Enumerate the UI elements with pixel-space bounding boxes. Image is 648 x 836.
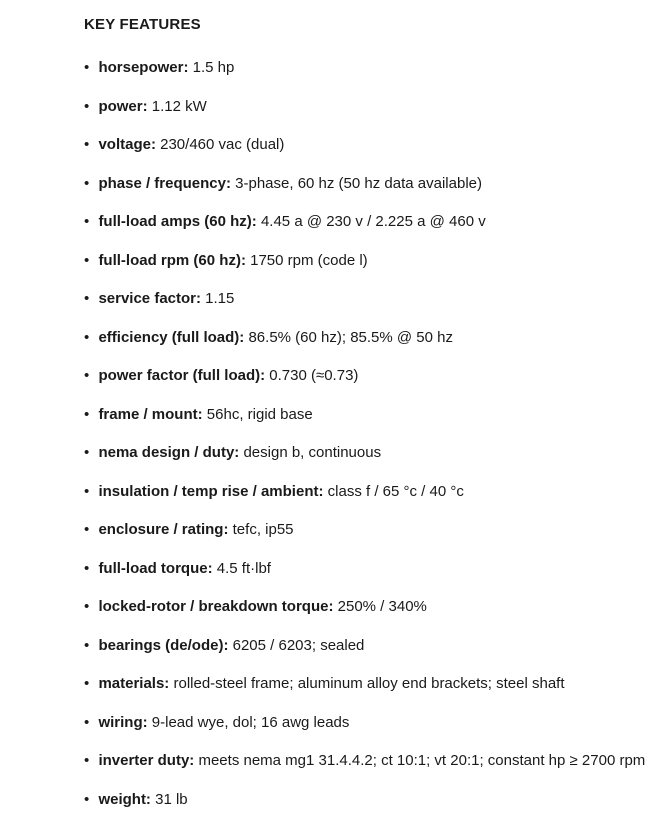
feature-value: 1.15 [205, 290, 235, 307]
bullet-icon: • [84, 636, 90, 654]
feature-value: 9-lead wye, dol; 16 awg leads [151, 713, 350, 731]
feature-label: full-load amps (60 hz): [98, 213, 257, 230]
feature-value: 230/460 vac (dual) [160, 136, 285, 153]
feature-label: horsepower: [98, 59, 189, 76]
feature-item [84, 484, 628, 500]
feature-item [84, 291, 628, 307]
feature-value: 56hc, rigid base [206, 405, 313, 423]
bullet-icon: • [84, 136, 90, 153]
feature-value: 31 lb [155, 790, 188, 808]
bullet-icon: • [84, 559, 90, 577]
bullet-icon: • [84, 521, 90, 538]
feature-item [84, 330, 628, 346]
bullet-icon: • [84, 59, 90, 76]
feature-value: 4.45 a @ 230 v / 2.225 a @ 460 v [260, 213, 486, 230]
feature-value: design b, continuous [243, 444, 382, 461]
feature-value: 1.5 hp [192, 59, 235, 76]
bullet-icon: • [84, 367, 90, 384]
feature-item [84, 176, 628, 192]
bullet-icon: • [84, 213, 90, 230]
feature-label: weight: [98, 790, 151, 808]
feature-value: 0.730 (≈0.73) [269, 367, 359, 384]
feature-item [84, 368, 628, 384]
bullet-icon: • [84, 713, 90, 731]
feature-label: locked-rotor / breakdown torque: [98, 598, 334, 615]
bullet-icon: • [84, 675, 90, 692]
feature-label: nema design / duty: [98, 444, 240, 461]
feature-item [84, 676, 628, 692]
feature-label: full-load rpm (60 hz): [98, 251, 246, 269]
feature-value: 86.5% (60 hz); 85.5% @ 50 hz [248, 328, 453, 346]
feature-label: enclosure / rating: [98, 521, 229, 538]
bullet-icon: • [84, 598, 90, 615]
bullet-icon: • [84, 444, 90, 461]
feature-value: 3-phase, 60 hz (50 hz data available) [235, 174, 482, 192]
feature-item [84, 137, 628, 153]
feature-label: voltage: [98, 136, 156, 153]
feature-item [84, 715, 628, 731]
feature-item [84, 599, 628, 615]
bullet-icon: • [84, 482, 90, 500]
bullet-icon: • [84, 752, 90, 769]
feature-value: rolled-steel frame; aluminum alloy end brackets; steel shaft [173, 675, 565, 692]
feature-value: meets nema mg1 31.4.4.2; ct 10:1; vt 20:1; constant hp ≥ 2700 rpm [198, 752, 646, 769]
bullet-icon: • [84, 790, 90, 808]
feature-label: insulation / temp rise / ambient: [98, 482, 324, 500]
feature-label: frame / mount: [98, 405, 203, 423]
feature-label: power factor (full load): [98, 367, 266, 384]
feature-item [84, 522, 628, 538]
bullet-icon: • [84, 328, 90, 346]
bullet-icon: • [84, 251, 90, 269]
bullet-icon: • [84, 290, 90, 307]
feature-value: 6205 / 6203; sealed [232, 636, 365, 654]
feature-item [84, 253, 628, 269]
feature-item [84, 99, 628, 115]
feature-value: class f / 65 °c / 40 °c [327, 482, 464, 500]
feature-label: bearings (de/ode): [98, 636, 229, 654]
bullet-icon: • [84, 97, 90, 115]
feature-value: 250% / 340% [337, 598, 427, 615]
feature-label: efficiency (full load): [98, 328, 245, 346]
feature-value: 1.12 kW [151, 97, 207, 115]
feature-label: materials: [98, 675, 170, 692]
feature-label: phase / frequency: [98, 174, 231, 192]
feature-item [84, 792, 628, 808]
feature-item [84, 752, 646, 769]
feature-item [84, 214, 628, 230]
feature-item [84, 60, 628, 76]
feature-value: tefc, ip55 [232, 521, 294, 538]
feature-label: power: [98, 97, 148, 115]
feature-label: full-load torque: [98, 559, 213, 577]
feature-value: 1750 rpm (code l) [250, 251, 368, 269]
feature-item [84, 445, 628, 461]
feature-label: wiring: [98, 713, 148, 731]
feature-label: inverter duty: [98, 752, 195, 769]
bullet-icon: • [84, 405, 90, 423]
feature-item [84, 561, 628, 577]
bullet-icon: • [84, 174, 90, 192]
feature-item [84, 407, 628, 423]
page-title: KEY FEATURES [84, 16, 201, 33]
feature-label: service factor: [98, 290, 201, 307]
feature-value: 4.5 ft·lbf [216, 559, 271, 577]
feature-item [84, 638, 628, 654]
features-list [84, 59, 646, 808]
